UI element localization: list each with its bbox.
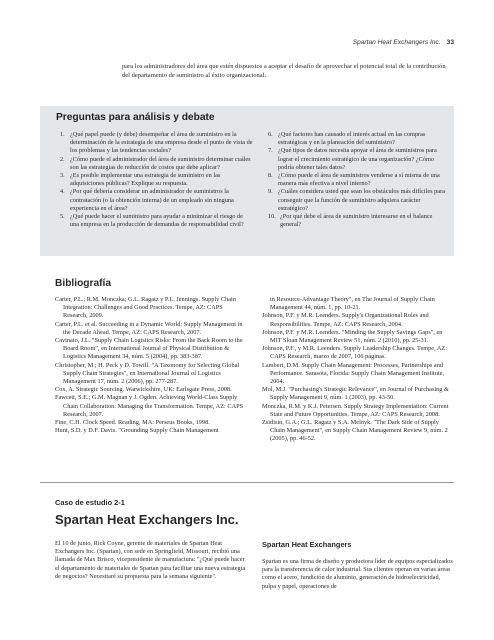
reference-item: Lambert, D.M. Supply Chain Management: Processes, Partnerships and Performance. Sarasota, Florida: Supply Chain Management Institute, 2004. bbox=[262, 361, 445, 386]
reference-item: Johnson, P.F. y M.R. Leenders. Supply's Organizational Roles and Responsibilities. Tempe, AZ: CAPS Research, 2004. bbox=[262, 312, 429, 328]
reference-item: Johnson, P.F. y M.R. Leenders. "Minding the Supply Savings Gaps", en MIT Sloan Management Review 51, núm. 2 (2010), pp. 25-31. bbox=[262, 328, 443, 345]
questions-box bbox=[40, 106, 454, 256]
reference-item: Christopher, M.; H. Peck y D. Towill. "A Taxonomy for Selecting Global Supply Chain Strategies", en International Journal of Logistics Management 17, núm. 2 (2006), pp. 277-287. bbox=[55, 361, 240, 386]
reference-item: Mol, M.J. "Purchasing's Strategic Relevance", en Journal of Purchasing & Supply Management 9, núm. 1 (2003), pp. 43-50. bbox=[262, 386, 449, 402]
reference-item: Fine, C.H. Clock Speed. Reading, MA: Perseus Books, 1998. bbox=[55, 419, 210, 427]
page-number: 33 bbox=[446, 39, 454, 46]
questions-left-column bbox=[60, 131, 253, 229]
reference-item: Fawcett, S.E.; G.M. Magnan y J. Ogden. Achieving World-Class Supply Chain Collaboration: Managing the Transformation. Tempe, AZ: CAPS Research, 2007. bbox=[55, 394, 244, 418]
question-item: 2. ¿Cómo puede el administrador del área de suministro determinar cuáles son las estrategias de reducción de costos que debe aplicar? bbox=[60, 155, 251, 171]
reference-item: Zsidisin, G.A.; G.L. Ragatz y S.A. Melnyk. "The Dark Side of Supply Chain Management", en Supply Chain Management Review 9, núm. 2 (2005), pp. 46-52. bbox=[262, 419, 448, 443]
reference-continuation: in Resource-Advantage Theory", en The Journal of Supply Chain Management 44, núm. 1, pp. 10-21. bbox=[270, 296, 435, 312]
question-item: 1. ¿Qué papel puede (y debe) desempeñar el área de suministro en la determinación de la estrategia de una empresa desde el punto de vista de los problemas y las tendencias sociales? bbox=[60, 131, 253, 155]
reference-item: Cox, A. Strategic Sourcing. Warwickshire, UK: Earlsgate Press, 2008. bbox=[55, 386, 232, 394]
case-study-title: Spartan Heat Exchangers Inc. bbox=[55, 512, 239, 527]
question-item: 10. ¿Por qué debe el área de suministro interesarse en el balance general? bbox=[268, 213, 433, 229]
question-item: 8. ¿Cómo puede el área de suministros venderse a sí misma de una manera más efectiva a nivel interno? bbox=[268, 172, 440, 188]
case-study-body: El 10 de junio, Rick Coyne, gerente de materiales de Spartan Heat Exchangers Inc. (Spartan), con sede en Springfield, Missouri, recibió una llamada de Max Brisco, vicepresidente de manufactura: "¿Qué puede hacer el departamento de materiales de Spartan para facilitar una nueva estrategia de negocios? Necesitaré su propuesta para la semana siguiente". bbox=[55, 540, 246, 580]
reference-item: Cavinato, J.L. "Supply Chain Logistics Risks: From the Back Room to the Board Room", en International Journal of Physical Distribution & Logistics Management 34, núm. 5 (2004), pp. 383-387. bbox=[55, 337, 243, 361]
reference-item: Carter, P.L. et al. Succeeding in a Dynamic World: Supply Management in the Decade Ahead. Tempe, AZ: CAPS Research, 2007. bbox=[55, 320, 243, 336]
question-item: 3. ¿Es posible implementar una estrategia de suministro en las adquisiciones públicas? Explique su respuesta. bbox=[60, 172, 221, 188]
reference-item: Johnson, P.F., y M.R. Leenders. Supply Leadership Changes. Tempe, AZ: CAPS Research, marzo de 2007, 106 páginas. bbox=[262, 345, 448, 361]
questions-right-column bbox=[268, 131, 446, 229]
company-description: Spartan es una firma de diseño y productora líder de equipos especializados para la transferencia de calor industrial. Sus clientes operan en varias áreas como el acero, fundición de aluminio, generación de hidroelectricidad, pulpa y papel, operaciones de bbox=[262, 558, 453, 590]
question-item: 4. ¿Por qué debería considerar un administrador de suministros la contratación (o la obtención interna) de un empleado sin ninguna experiencia en el área? bbox=[60, 188, 234, 212]
reference-item: Carter, P.L.; R.M. Monczka; G.L. Ragatz y P.L. Jennings. Supply Chain Integration: Challenges and Good Practices. Tempe, AZ: CAPS Research, 2009. bbox=[55, 296, 236, 320]
intro-paragraph: para los administradores del área que estén dispuestos a aceptar el desafío de aprovechar el potencial total de la contribución del departamento de suministro al éxito organizacional. bbox=[122, 63, 446, 79]
question-item: 6. ¿Qué factores han causado el interés actual en las compras estratégicas y en la planeación del suministro? bbox=[268, 131, 426, 147]
question-item: 5. ¿Qué puede hacer el suministro para ayudar a minimizar el riesgo de una empresa en la producción de demandas de responsabilidad civil? bbox=[60, 213, 244, 229]
bibliography-left-column bbox=[55, 296, 246, 435]
reference-item: Monczka, R.M. y K.J. Petersen. Supply Strategy Implementation: Current State and Future Opportunities. Tempe, AZ: CAPS Research, 2008. bbox=[262, 402, 449, 418]
running-title: Spartan Heat Exchangers Inc. bbox=[352, 39, 441, 46]
running-header bbox=[353, 39, 454, 46]
question-item: 7. ¿Qué tipos de datos necesita apoyar el área de suministros para lograr el crecimiento estratégico de una organización? ¿Cómo podría obtener tales datos? bbox=[268, 147, 437, 171]
company-subheading: Spartan Heat Exchangers bbox=[262, 540, 352, 549]
bibliography-title: Bibliografía bbox=[55, 278, 112, 289]
question-item: 9. ¿Cuáles considera usted que sean los obstáculos más difíciles para conseguir que la función de suministro adquiera carácter estratégico? bbox=[268, 188, 445, 212]
reference-item: Hunt, S.D. y D.F. Davis. "Grounding Supply Chain Management bbox=[55, 427, 219, 435]
case-study-label: Caso de estudio 2-1 bbox=[55, 498, 125, 507]
bibliography-right-column bbox=[262, 296, 454, 444]
section-divider bbox=[40, 482, 454, 483]
questions-title: Preguntas para análisis y debate bbox=[56, 112, 215, 123]
